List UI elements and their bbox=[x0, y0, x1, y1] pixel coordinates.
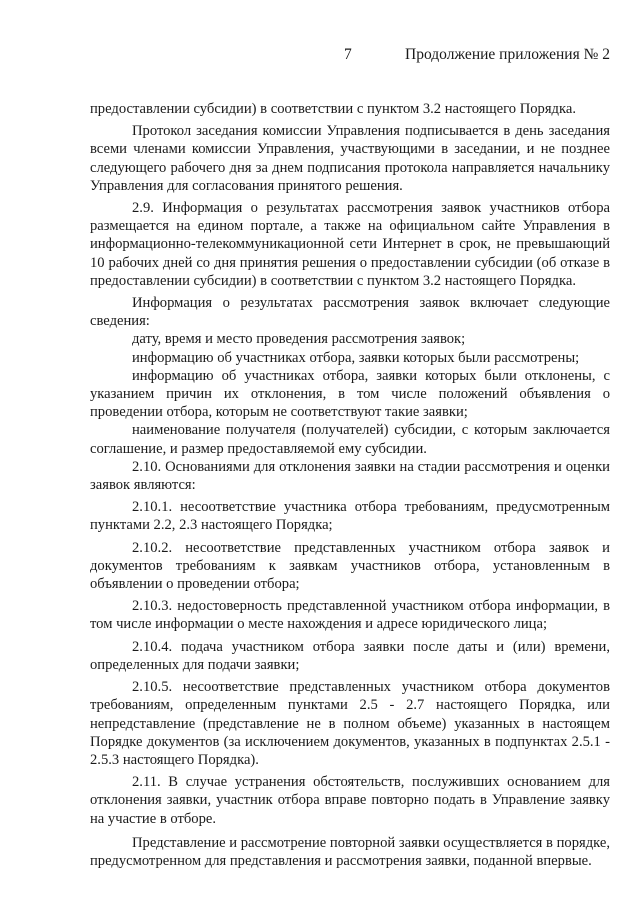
paragraph-repeat-application: Представление и рассмотрение повторной заявки осуществляется в порядке, предусмотренном для представления и рассмотрения заявки, поданной впервые. bbox=[90, 834, 610, 869]
document-body bbox=[90, 100, 610, 870]
paragraph-protocol: Протокол заседания комиссии Управления подписывается в день заседания всеми членами комиссии Управления, участвующими в заседании, и не позднее следующего рабочего дня за днем подписания протокола направляется начальнику Управления для согласования принятого решения. bbox=[90, 123, 610, 194]
page-header bbox=[0, 46, 640, 68]
appendix-continuation-title: Продолжение приложения № 2 bbox=[405, 46, 610, 63]
list-item-recipient-name: наименование получателя (получателей) субсидии, с которым заключается соглашение, и размер предоставляемой ему субсидии. bbox=[90, 422, 610, 457]
paragraph-continuation: предоставлении субсидии) в соответствии с пунктом 3.2 настоящего Порядка. bbox=[90, 101, 576, 117]
paragraph-2-10-1: 2.10.1. несоответствие участника отбора требованиям, предусмотренным пунктами 2.2, 2.3 настоящего Порядка; bbox=[90, 499, 610, 534]
list-item-date-time-place: дату, время и место проведения рассмотрения заявок; bbox=[132, 331, 466, 348]
list-item-considered-participants: информацию об участниках отбора, заявки которых были рассмотрены; bbox=[132, 349, 580, 366]
paragraph-2-10-3: 2.10.3. недостоверность представленной участником отбора информации, в том числе информации о месте нахождения и адресе юридического лица; bbox=[90, 598, 610, 633]
paragraph-2-11: 2.11. В случае устранения обстоятельств, послуживших основанием для отклонения заявки, участник отбора вправе повторно подать в Управление заявку на участие в отборе. bbox=[90, 774, 610, 827]
page-number: 7 bbox=[344, 46, 352, 63]
paragraph-2-10: 2.10. Основаниями для отклонения заявки на стадии рассмотрения и оценки заявок являются: bbox=[90, 458, 610, 494]
paragraph-info-includes: Информация о результатах рассмотрения заявок включает следующие сведения: bbox=[90, 295, 610, 330]
paragraph-2-10-4: 2.10.4. подача участником отбора заявки после даты и (или) времени, определенных для подачи заявки; bbox=[90, 638, 610, 673]
paragraph-2-10-5: 2.10.5. несоответствие представленных участником отбора документов требованиям, определенным пунктами 2.5 - 2.7 настоящего Порядка, или непредставление (представление не в полном объеме) указанных в настоящем Порядке документов (за исключением документов, указанных в подпунктах 2.5.1 - 2.5.3 настоящего Порядка). bbox=[90, 679, 610, 768]
list-item-rejected-participants: информацию об участниках отбора, заявки которых были отклонены, с указанием причин их отклонения, в том числе положений объявления о проведении отбора, которым не соответствуют такие заявки; bbox=[90, 367, 610, 421]
paragraph-2-9: 2.9. Информация о результатах рассмотрения заявок участников отбора размещается на едином портале, а также на официальном сайте Управления в информационно-телекоммуникационной сети Интернет в срок, не превышающий 10 рабочих дней со дня принятия решения о предоставлении субсидии (об отказе в предоставлении субсидии) в соответствии с пунктом 3.2 настоящего Порядка. bbox=[90, 200, 610, 289]
paragraph-2-10-2: 2.10.2. несоответствие представленных участником отбора заявок и документов требованиям к заявкам участников отбора, установленным в объявлении о проведении отбора; bbox=[90, 539, 610, 593]
